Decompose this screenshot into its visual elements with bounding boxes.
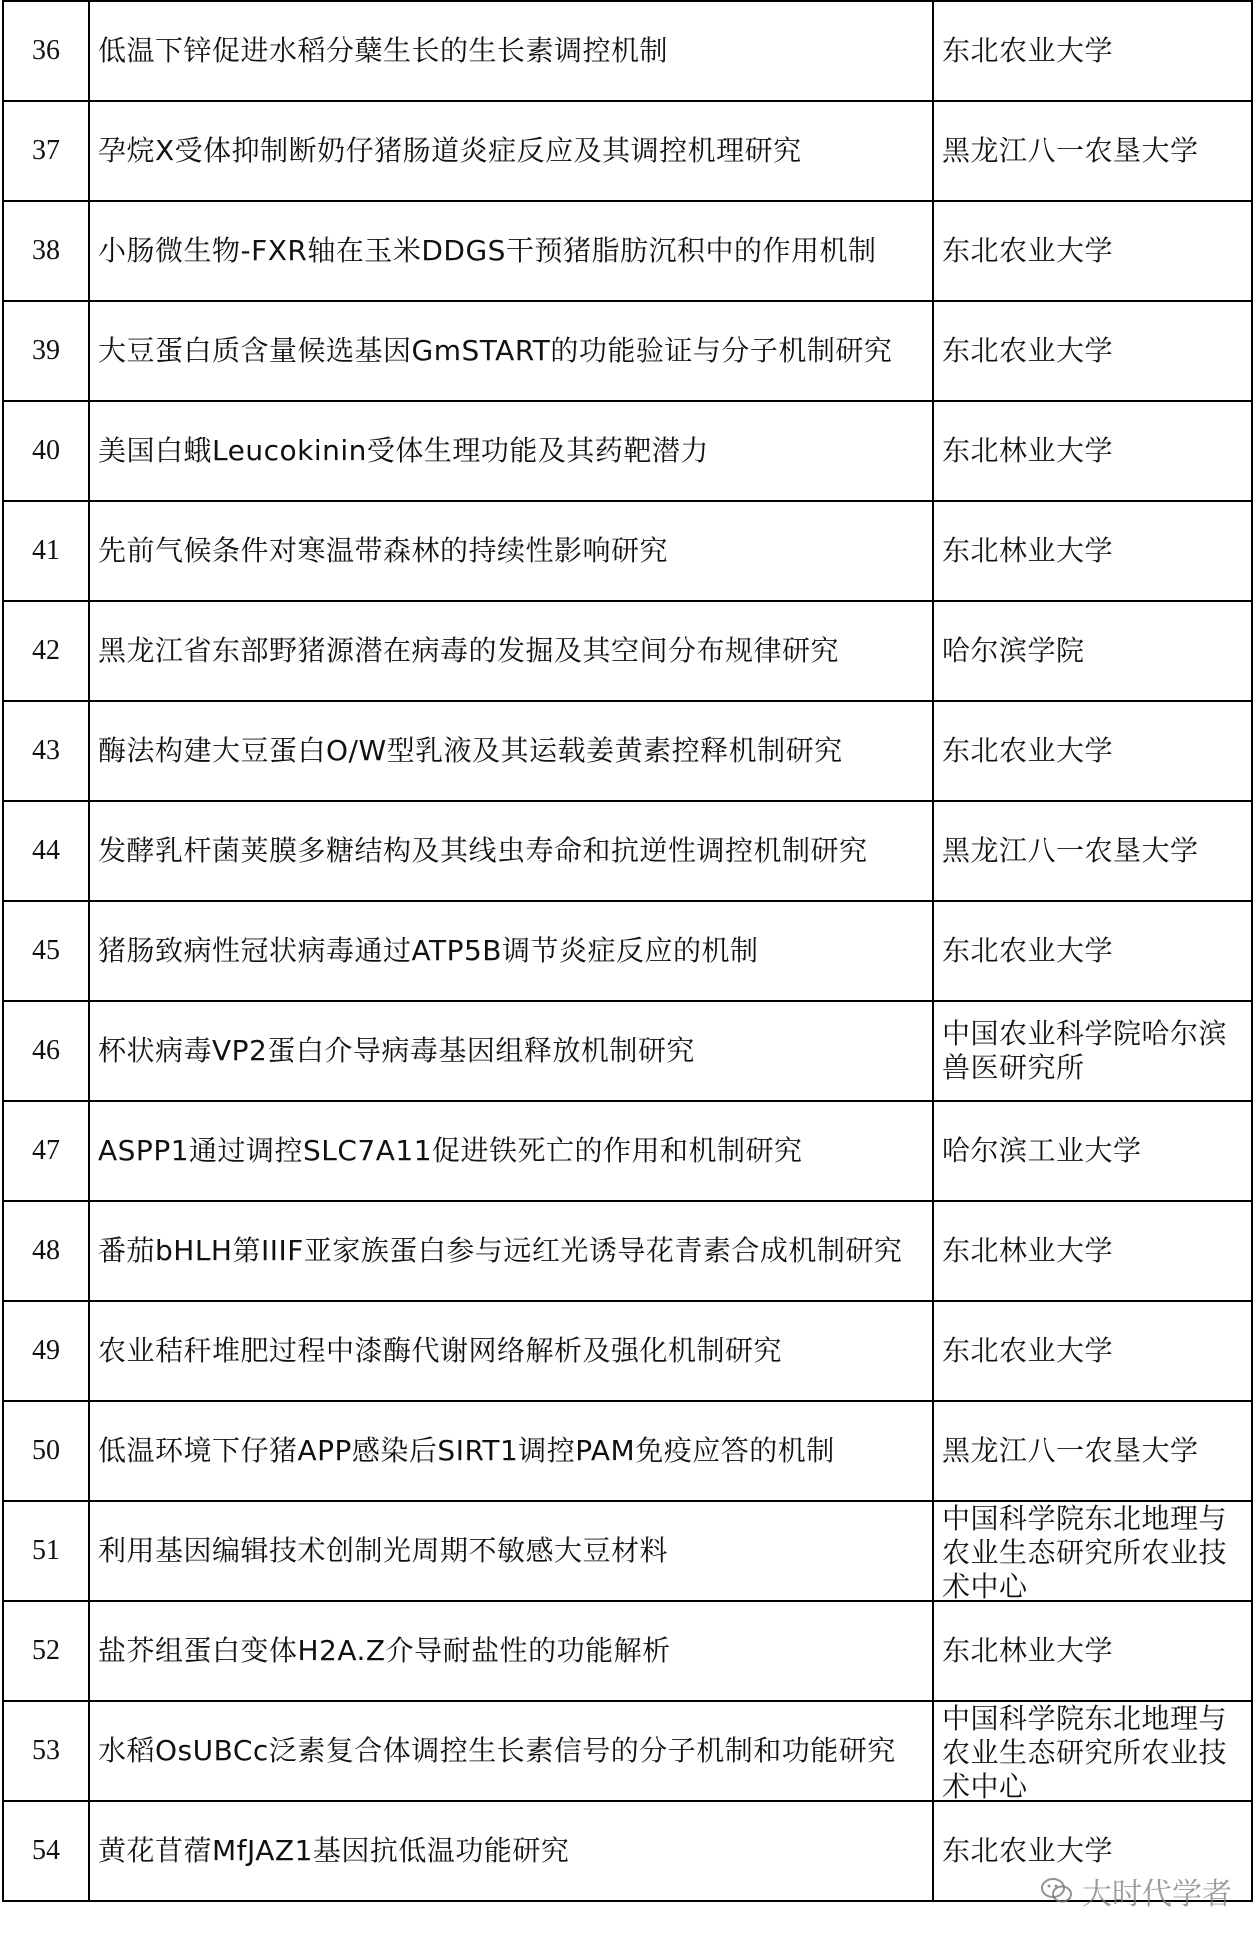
row-number: 46 — [3, 1001, 89, 1101]
organization-name: 黑龙江八一农垦大学 — [942, 1434, 1199, 1467]
organization-cell — [933, 401, 1252, 501]
organization-name: 东北农业大学 — [942, 1834, 1114, 1867]
projects-table-body — [3, 1, 1252, 1901]
project-title: 美国白蛾Leucokinin受体生理功能及其药靶潜力 — [89, 401, 933, 501]
table-row — [3, 1101, 1252, 1201]
organization-cell — [933, 201, 1252, 301]
row-number: 49 — [3, 1301, 89, 1401]
project-title: 孕烷X受体抑制断奶仔猪肠道炎症反应及其调控机理研究 — [89, 101, 933, 201]
row-number: 37 — [3, 101, 89, 201]
table-row — [3, 601, 1252, 701]
table-row — [3, 401, 1252, 501]
table-row — [3, 1, 1252, 101]
organization-name: 东北林业大学 — [942, 1234, 1114, 1267]
row-number: 45 — [3, 901, 89, 1001]
project-title: 小肠微生物-FXR轴在玉米DDGS干预猪脂肪沉积中的作用机制 — [89, 201, 933, 301]
table-row — [3, 1701, 1252, 1801]
table-row — [3, 1501, 1252, 1601]
watermark-text: 大时代学者 — [1082, 1877, 1232, 1912]
table-row — [3, 101, 1252, 201]
row-number: 43 — [3, 701, 89, 801]
project-title: 杯状病毒VP2蛋白介导病毒基因组释放机制研究 — [89, 1001, 933, 1101]
project-title: 黄花苜蓿MfJAZ1基因抗低温功能研究 — [89, 1801, 933, 1901]
row-number: 38 — [3, 201, 89, 301]
project-title: 黑龙江省东部野猪源潜在病毒的发掘及其空间分布规律研究 — [89, 601, 933, 701]
project-title: 低温下锌促进水稻分蘖生长的生长素调控机制 — [89, 1, 933, 101]
row-number: 36 — [3, 1, 89, 101]
organization-cell — [933, 1001, 1252, 1101]
organization-name: 东北农业大学 — [942, 234, 1114, 267]
project-title: 低温环境下仔猪APP感染后SIRT1调控PAM免疫应答的机制 — [89, 1401, 933, 1501]
organization-cell — [933, 1501, 1252, 1601]
row-number: 39 — [3, 301, 89, 401]
row-number: 54 — [3, 1801, 89, 1901]
project-title: 农业秸秆堆肥过程中漆酶代谢网络解析及强化机制研究 — [89, 1301, 933, 1401]
projects-table — [2, 0, 1253, 1902]
project-title: 大豆蛋白质含量候选基因GmSTART的功能验证与分子机制研究 — [89, 301, 933, 401]
table-row — [3, 801, 1252, 901]
project-title: 发酵乳杆菌荚膜多糖结构及其线虫寿命和抗逆性调控机制研究 — [89, 801, 933, 901]
project-title: 盐芥组蛋白变体H2A.Z介导耐盐性的功能解析 — [89, 1601, 933, 1701]
organization-name: 东北林业大学 — [942, 534, 1114, 567]
organization-cell — [933, 1, 1252, 101]
row-number: 52 — [3, 1601, 89, 1701]
table-row — [3, 1001, 1252, 1101]
organization-name: 东北农业大学 — [942, 1334, 1114, 1367]
table-row — [3, 901, 1252, 1001]
organization-cell — [933, 601, 1252, 701]
watermark — [1040, 1869, 1232, 1913]
organization-cell — [933, 901, 1252, 1001]
organization-name: 黑龙江八一农垦大学 — [942, 834, 1199, 867]
row-number: 48 — [3, 1201, 89, 1301]
row-number: 40 — [3, 401, 89, 501]
table-row — [3, 1301, 1252, 1401]
organization-name: 中国农业科学院哈尔滨兽医研究所 — [942, 1017, 1228, 1084]
organization-name: 哈尔滨学院 — [942, 634, 1085, 667]
organization-name: 东北农业大学 — [942, 34, 1114, 67]
organization-cell — [933, 501, 1252, 601]
row-number: 51 — [3, 1501, 89, 1601]
table-row — [3, 1601, 1252, 1701]
organization-name: 东北农业大学 — [942, 934, 1114, 967]
row-number: 44 — [3, 801, 89, 901]
organization-cell — [933, 1101, 1252, 1201]
organization-cell — [933, 1201, 1252, 1301]
project-title: 番茄bHLH第IIIF亚家族蛋白参与远红光诱导花青素合成机制研究 — [89, 1201, 933, 1301]
organization-cell — [933, 301, 1252, 401]
organization-name: 中国科学院东北地理与农业生态研究所农业技术中心 — [942, 1502, 1228, 1600]
organization-name: 东北农业大学 — [942, 734, 1114, 767]
project-title: 先前气候条件对寒温带森林的持续性影响研究 — [89, 501, 933, 601]
project-title: 利用基因编辑技术创制光周期不敏感大豆材料 — [89, 1501, 933, 1601]
organization-name: 东北林业大学 — [942, 1634, 1114, 1667]
organization-cell — [933, 1701, 1252, 1801]
table-row — [3, 1401, 1252, 1501]
table-row — [3, 201, 1252, 301]
row-number: 50 — [3, 1401, 89, 1501]
row-number: 41 — [3, 501, 89, 601]
wechat-icon — [1040, 1876, 1074, 1906]
row-number: 42 — [3, 601, 89, 701]
row-number: 53 — [3, 1701, 89, 1801]
project-title: 酶法构建大豆蛋白O/W型乳液及其运载姜黄素控释机制研究 — [89, 701, 933, 801]
table-row — [3, 301, 1252, 401]
project-title: 水稻OsUBCc泛素复合体调控生长素信号的分子机制和功能研究 — [89, 1701, 933, 1801]
table-row — [3, 1201, 1252, 1301]
organization-cell — [933, 701, 1252, 801]
organization-name: 黑龙江八一农垦大学 — [942, 134, 1199, 167]
organization-name: 东北林业大学 — [942, 434, 1114, 467]
organization-name: 哈尔滨工业大学 — [942, 1134, 1142, 1167]
organization-cell — [933, 801, 1252, 901]
organization-cell — [933, 101, 1252, 201]
organization-cell — [933, 1401, 1252, 1501]
organization-name: 中国科学院东北地理与农业生态研究所农业技术中心 — [942, 1702, 1228, 1800]
organization-cell — [933, 1601, 1252, 1701]
project-title: ASPP1通过调控SLC7A11促进铁死亡的作用和机制研究 — [89, 1101, 933, 1201]
organization-cell — [933, 1301, 1252, 1401]
row-number: 47 — [3, 1101, 89, 1201]
organization-name: 东北农业大学 — [942, 334, 1114, 367]
project-title: 猪肠致病性冠状病毒通过ATP5B调节炎症反应的机制 — [89, 901, 933, 1001]
table-row — [3, 501, 1252, 601]
table-row — [3, 701, 1252, 801]
